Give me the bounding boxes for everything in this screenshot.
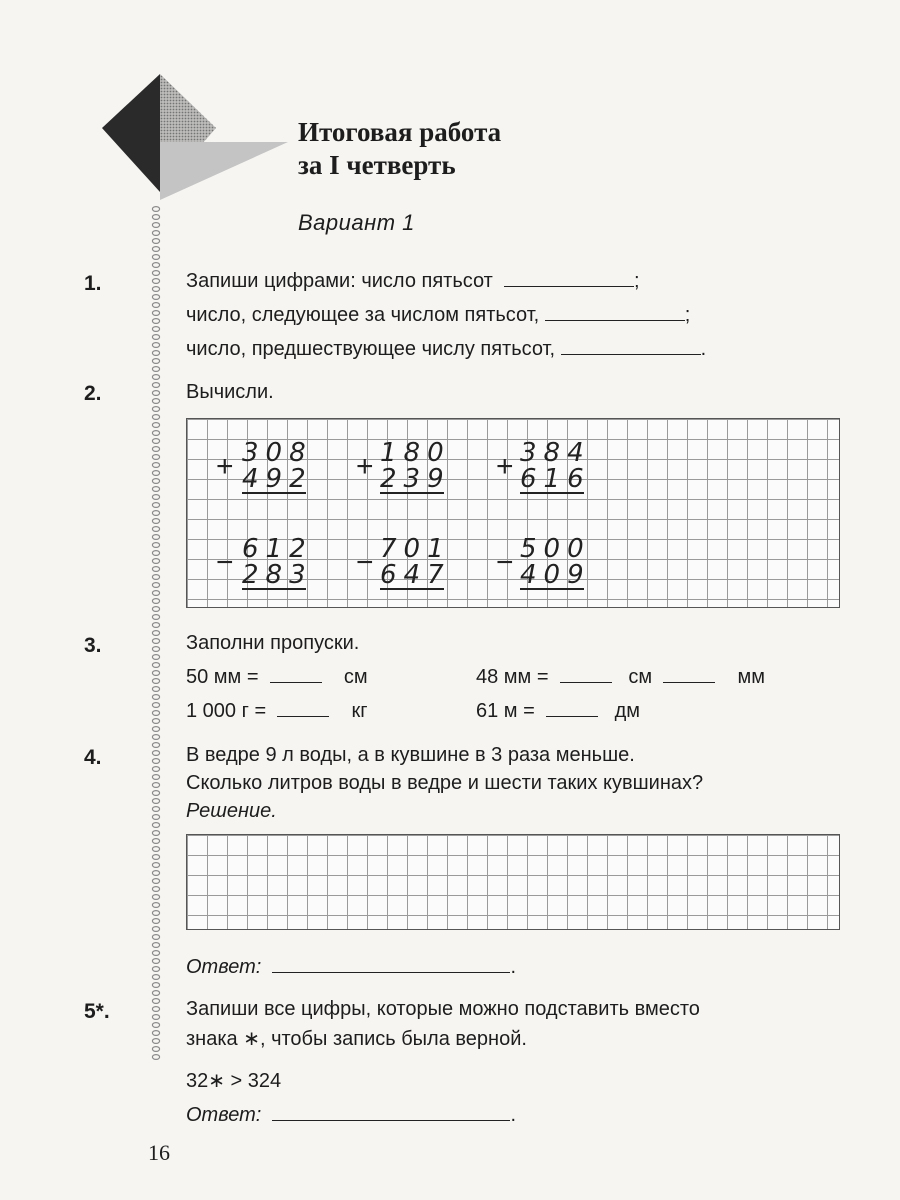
example-operand-a: 384 — [520, 438, 591, 468]
task-5-line-2: знака ∗, чтобы запись была верной. — [186, 1028, 527, 1050]
example-operand-b: 283 — [242, 560, 313, 590]
task-1-line-1: Запиши цифрами: число пятьсот ; — [186, 270, 640, 292]
example-op: + — [356, 450, 374, 483]
example-op: − — [496, 546, 514, 579]
example-operand-b: 492 — [242, 464, 313, 494]
task-4-line-2: Сколько литров воды в ведре и шести таких кувшинах? — [186, 772, 704, 794]
example-operand-a: 180 — [380, 438, 451, 468]
variant-label: Вариант 1 — [298, 210, 415, 235]
task-4-number: 4. — [84, 746, 102, 769]
example-op: + — [216, 450, 234, 483]
task-5-expression: 32∗ > 324 — [186, 1070, 282, 1092]
task-3-row-1-col-2: 48 мм = см мм — [476, 666, 765, 688]
task-3-number: 3. — [84, 634, 102, 657]
task-5-line-1: Запиши все цифры, которые можно подставить вместо — [186, 998, 700, 1020]
example-operand-a: 701 — [380, 534, 451, 564]
task-1-line-2: число, следующее за числом пятьсот, ; — [186, 304, 691, 326]
task-3-text: Заполни пропуски. — [186, 632, 360, 654]
task-2-text: Вычисли. — [186, 381, 274, 403]
task-5-number: 5*. — [84, 1000, 110, 1023]
origami-logo-icon — [88, 72, 288, 200]
example-op: − — [356, 546, 374, 579]
example-operand-a: 500 — [520, 534, 591, 564]
task-1-number: 1. — [84, 272, 102, 295]
task-1-line-3: число, предшествующее числу пятьсот, . — [186, 338, 707, 360]
task-3-row-1-col-1: 50 мм = см — [186, 666, 368, 688]
example-operand-a: 308 — [242, 438, 313, 468]
task-4-answer: Ответ: . — [186, 956, 517, 978]
example-operand-b: 616 — [520, 464, 591, 494]
task-3-row-2-col-1: 1 000 г = кг — [186, 700, 368, 722]
page-number: 16 — [148, 1140, 170, 1165]
binding-spine-icon — [150, 205, 162, 1060]
task-3-row-2-col-2: 61 м = дм — [476, 700, 641, 722]
page-title: Итоговая работа за I четверть — [298, 117, 502, 180]
example-operand-b: 647 — [380, 560, 451, 590]
example-op: − — [216, 546, 234, 579]
task-5-answer: Ответ: . — [186, 1104, 517, 1126]
example-operand-a: 612 — [242, 534, 313, 564]
example-op: + — [496, 450, 514, 483]
task-4-solution-label: Решение. — [186, 800, 277, 822]
task-4-grid — [186, 834, 840, 930]
task-2-number: 2. — [84, 382, 102, 405]
example-operand-b: 239 — [380, 464, 451, 494]
example-operand-b: 409 — [520, 560, 591, 590]
task-4-line-1: В ведре 9 л воды, а в кувшине в 3 раза меньше. — [186, 744, 635, 766]
